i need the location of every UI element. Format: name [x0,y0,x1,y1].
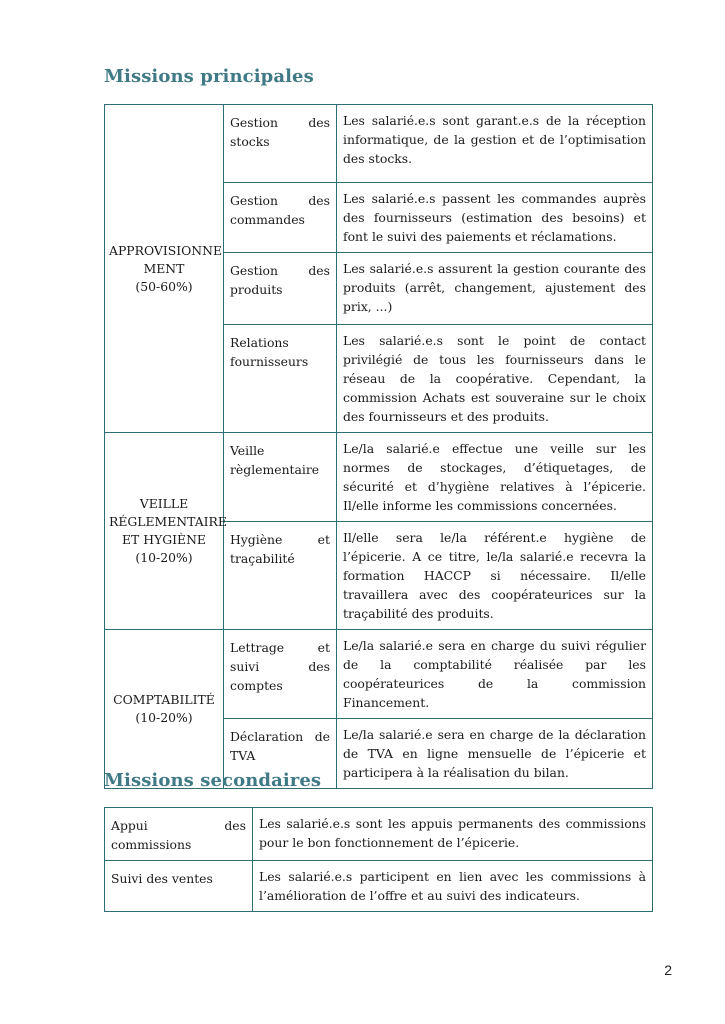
main-missions-table [104,104,653,789]
task-cell: Gestion des stocks [224,105,337,183]
task-cell: Relations fournisseurs [224,325,337,433]
description-cell: Les salarié.e.s assurent la gestion courante des produits (arrêt, changement, ajustement des prix, ...) [337,253,653,325]
description-cell: Le/la salarié.e sera en charge du suivi régulier de la comptabilité réalisée par les coopérateurices de la commission Financement. [337,630,653,719]
main-missions-heading: Missions principales [104,66,314,87]
table-row [105,433,653,522]
page-number: 2 [664,962,672,978]
description-cell: Les salarié.e.s sont garant.e.s de la réception informatique, de la gestion et de l’optimisation des stocks. [337,105,653,183]
category-percentage: (50-60%) [135,278,193,294]
category-label: VEILLE RÉGLEMENTAIRE ET HYGIÈNE [109,496,227,547]
table-row [105,861,653,912]
category-percentage: (10-20%) [135,550,193,565]
table-row [105,808,653,861]
category-cell [105,630,224,789]
table-row [105,630,653,719]
description-cell: Il/elle sera le/la référent.e hygiène de l’épicerie. A ce titre, le/la salarié.e recevra la formation HACCP si nécessaire. Il/elle travaillera avec des coopérateurices sur la traçabilité des produits. [337,522,653,630]
task-cell: Suivi des ventes [105,861,253,912]
task-cell: Appui des commissions [105,808,253,861]
description-cell: Les salarié.e.s passent les commandes auprès des fournisseurs (estimation des besoins) et font le suivi des paiements et réclamations. [337,183,653,253]
category-cell [105,433,227,630]
secondary-missions-heading: Missions secondaires [104,770,322,791]
category-cell [105,105,224,433]
task-cell: Gestion des commandes [224,183,337,253]
task-cell: Lettrage et suivi des comptes [224,630,337,719]
description-cell: Les salarié.e.s sont le point de contact privilégié de tous les fournisseurs dans le réseau de la coopérative. Cependant, la commission Achats est souveraine sur le choix des fournisseurs et des produits. [337,325,653,433]
task-cell: Gestion des produits [224,253,337,325]
table-row [105,105,653,183]
category-label: APPROVISIONNE MENT [109,242,223,276]
description-cell: Les salarié.e.s sont les appuis permanents des commissions pour le bon fonctionnement de l’épicerie. [253,808,653,861]
secondary-missions-table [104,807,653,912]
task-cell: Veille règlementaire [224,433,337,522]
category-percentage: (10-20%) [135,710,193,725]
description-cell: Le/la salarié.e sera en charge de la déclaration de TVA en ligne mensuelle de l’épicerie et participera à la réalisation du bilan. [337,719,653,789]
category-label: COMPTABILITÉ [113,692,215,707]
description-cell: Le/la salarié.e effectue une veille sur les normes de stockages, d’étiquetages, de sécurité et d’hygiène relatives à l’épicerie. Il/elle informe les commissions concernées. [337,433,653,522]
task-cell: Hygiène et traçabilité [224,522,337,630]
description-cell: Les salarié.e.s participent en lien avec les commissions à l’amélioration de l’offre et au suivi des indicateurs. [253,861,653,912]
task-cell: Déclaration de TVA [224,719,337,789]
